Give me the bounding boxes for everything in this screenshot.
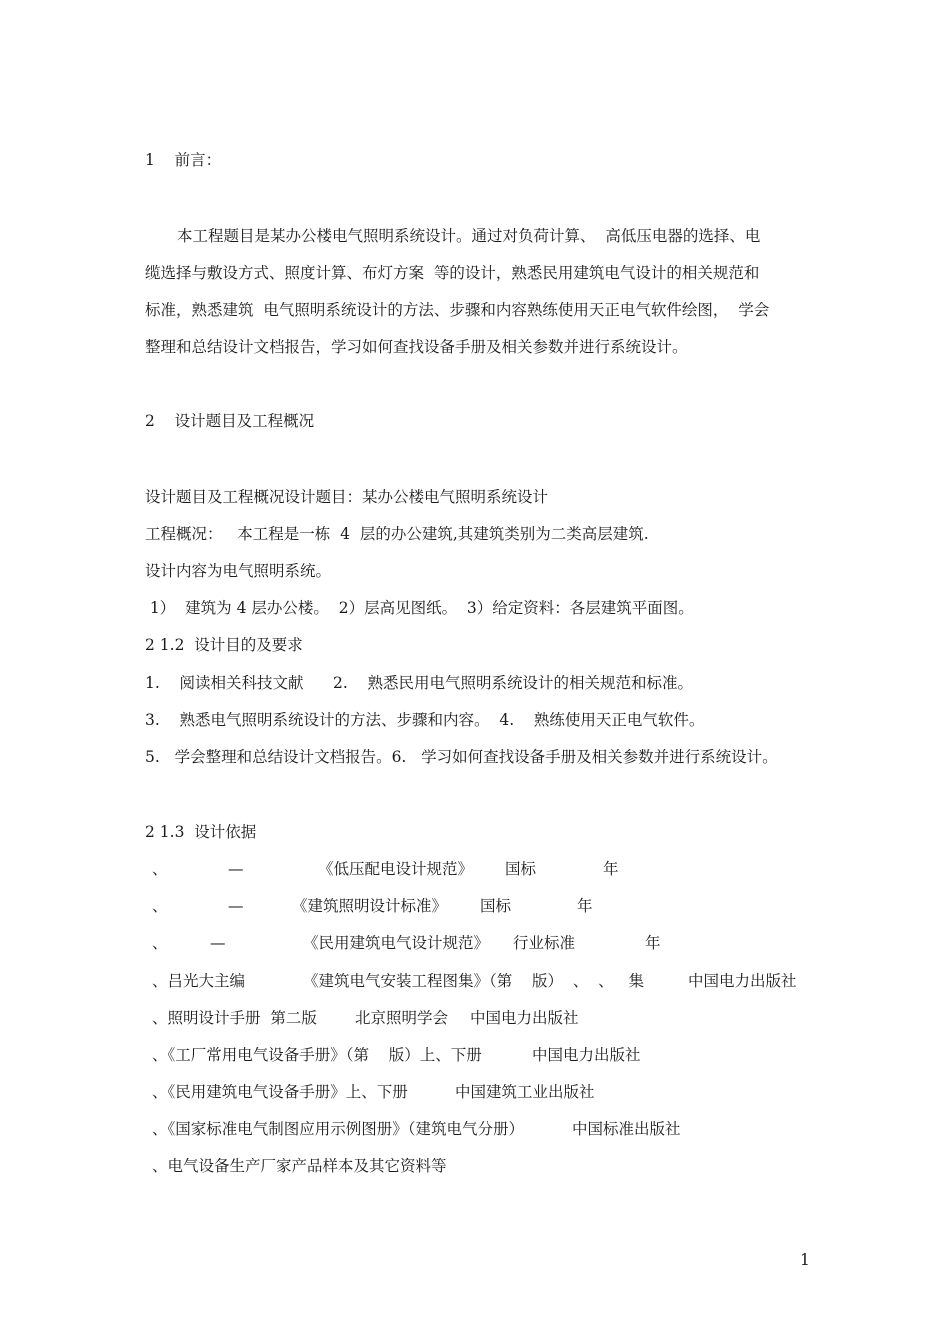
basis-publisher: 中国电力出版社	[470, 1009, 579, 1027]
basis-title: 、《国家标准电气制图应用示例图册》（建筑电气分册）	[152, 1120, 525, 1138]
basis-dash: —	[210, 934, 226, 952]
intro-line: 缆选择与敷设方式、照度计算、布灯方案 等的设计，熟悉民用建筑电气设计的相关规范和	[145, 264, 760, 282]
basis-year: 年	[577, 897, 593, 915]
intro-line: 本工程题目是某办公楼电气照明系统设计。通过对负荷计算、 高低压电器的选择、电	[177, 227, 761, 245]
basis-publisher: 中国标准出版社	[572, 1120, 681, 1138]
basis-publisher: 中国电力出版社	[688, 972, 797, 990]
basis-index: 、	[152, 934, 168, 952]
intro-line: 整理和总结设计文档报告，学习如何查找设备手册及相关参数并进行系统设计。	[145, 338, 688, 356]
basis-index: 、	[152, 897, 168, 915]
basis-item	[0, 1082, 950, 1102]
overview-line: 设计内容为电气照明系统。	[145, 562, 332, 580]
basis-publisher: 中国电力出版社	[532, 1046, 641, 1064]
basis-publisher: 中国建筑工业出版社	[455, 1083, 595, 1101]
section-2-1-2-heading: 2 1.2 设计目的及要求	[145, 636, 303, 654]
section-2-1-3-heading: 2 1.3 设计依据	[145, 823, 257, 841]
basis-editor: 、吕光大主编	[152, 972, 246, 990]
basis-item	[0, 971, 950, 991]
basis-dash: —	[228, 860, 244, 878]
overview-line: 工程概况： 本工程是一栋 4 层的办公建筑,其建筑类别为二类高层建筑.	[145, 525, 649, 543]
basis-title: 《建筑电气安装工程图集》（第 版） 、 、 集	[303, 972, 644, 990]
overview-line: 设计题目及工程概况设计题目：某办公楼电气照明系统设计	[145, 488, 549, 506]
basis-item	[0, 896, 950, 916]
basis-title: 、电气设备生产厂家产品样本及其它资料等	[152, 1157, 447, 1175]
basis-item	[0, 1008, 950, 1028]
basis-type: 国标	[480, 897, 512, 915]
goal-line: 5. 学会整理和总结设计文档报告。6. 学习如何查找设备手册及相关参数并进行系统设计。	[145, 748, 778, 766]
basis-item	[0, 1045, 950, 1065]
basis-dash: —	[228, 897, 244, 915]
goal-line: 3. 熟悉电气照明系统设计的方法、步骤和内容。 4. 熟练使用天正电气软件。	[145, 711, 705, 729]
basis-title: 、《工厂常用电气设备手册》（第 版）上、下册	[152, 1046, 482, 1064]
section-2-heading: 2 设计题目及工程概况	[145, 412, 315, 430]
basis-type: 行业标准	[513, 934, 576, 952]
basis-title: 、照明设计手册 第二版	[152, 1009, 317, 1027]
basis-title: 《建筑照明设计标准》	[292, 897, 448, 915]
section-1-heading: 1 前言：	[145, 151, 222, 169]
basis-title: 、《民用建筑电气设备手册》上、下册	[152, 1083, 408, 1101]
basis-year: 年	[603, 860, 619, 878]
intro-line: 标准，熟悉建筑 电气照明系统设计的方法、步骤和内容熟练使用天正电气软件绘图， 学会	[145, 301, 770, 319]
basis-author: 北京照明学会	[355, 1009, 449, 1027]
goal-line: 1. 阅读相关科技文献 2. 熟悉民用电气照明系统设计的相关规范和标准。	[145, 674, 694, 692]
page-number: 1	[800, 1251, 810, 1269]
basis-year: 年	[645, 934, 661, 952]
basis-item	[0, 933, 950, 953]
basis-title: 《民用建筑电气设计规范》	[303, 934, 490, 952]
basis-item	[0, 859, 950, 879]
basis-item	[0, 1119, 950, 1139]
basis-item	[0, 1156, 950, 1176]
basis-title: 《低压配电设计规范》	[318, 860, 474, 878]
basis-index: 、	[152, 860, 168, 878]
basis-type: 国标	[505, 860, 537, 878]
overview-line: 1） 建筑为 4 层办公楼。 2）层高见图纸。 3）给定资料：各层建筑平面图。	[145, 599, 694, 617]
